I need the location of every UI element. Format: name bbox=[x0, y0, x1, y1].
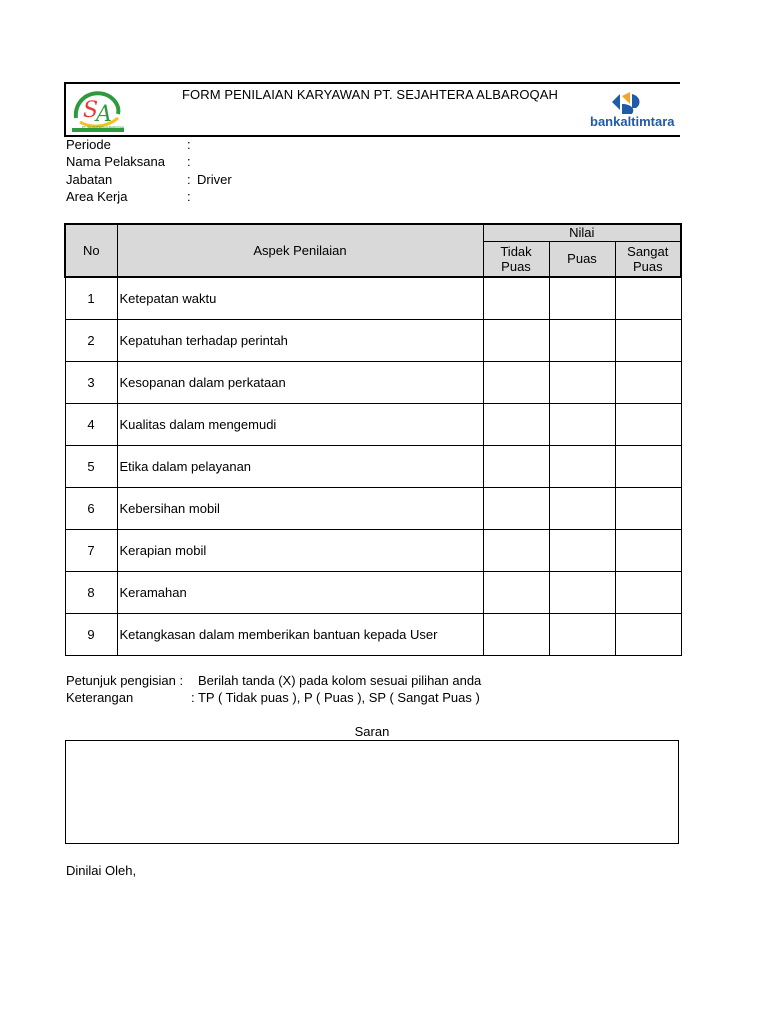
keterangan-text: : TP ( Tidak puas ), P ( Puas ), SP ( Sangat Puas ) bbox=[191, 690, 480, 705]
row-no: 2 bbox=[65, 319, 117, 361]
petunjuk-text: Berilah tanda (X) pada kolom sesuai pilihan anda bbox=[198, 673, 482, 688]
row-no: 1 bbox=[65, 277, 117, 319]
row-aspek: Kerapian mobil bbox=[117, 529, 483, 571]
table-row bbox=[65, 571, 681, 613]
header-nilai: Nilai bbox=[483, 224, 681, 241]
header-sangat-puas-line1: Sangat bbox=[627, 243, 669, 259]
cell-puas[interactable] bbox=[549, 487, 615, 529]
cell-sangat-puas[interactable] bbox=[615, 487, 681, 529]
cell-tidak-puas[interactable] bbox=[483, 445, 549, 487]
table-row bbox=[65, 613, 681, 655]
table-row bbox=[65, 487, 681, 529]
header-tidak-puas-line1: Tidak bbox=[500, 243, 532, 259]
cell-sangat-puas[interactable] bbox=[615, 529, 681, 571]
table-row bbox=[65, 319, 681, 361]
cell-puas[interactable] bbox=[549, 571, 615, 613]
logo-caption: PT. SEJAHTERA ALBAROQAH bbox=[82, 125, 125, 129]
cell-sangat-puas[interactable] bbox=[615, 403, 681, 445]
assessment-table bbox=[64, 223, 682, 656]
header-no: No bbox=[65, 224, 117, 277]
cell-tidak-puas[interactable] bbox=[483, 319, 549, 361]
header-tidak-puas-line2: Puas bbox=[501, 258, 531, 274]
bank-name-text: bankaltimtara bbox=[590, 114, 675, 129]
saran-box[interactable] bbox=[65, 740, 679, 844]
row-no: 6 bbox=[65, 487, 117, 529]
row-aspek: Ketepatan waktu bbox=[117, 277, 483, 319]
cell-puas[interactable] bbox=[549, 403, 615, 445]
table-row bbox=[65, 361, 681, 403]
row-aspek: Keramahan bbox=[117, 571, 483, 613]
header-tidak-puas bbox=[483, 241, 549, 277]
table-row bbox=[65, 445, 681, 487]
form-title: FORM PENILAIAN KARYAWAN PT. SEJAHTERA ALBAROQAH bbox=[181, 87, 558, 102]
bank-mark-icon bbox=[610, 90, 644, 114]
info-label-jabatan: Jabatan bbox=[66, 172, 113, 187]
header-aspek-penilaian: Aspek Penilaian bbox=[117, 224, 483, 277]
keterangan-label: Keterangan bbox=[66, 690, 134, 705]
header-sangat-puas-line2: Puas bbox=[632, 258, 663, 274]
cell-sangat-puas[interactable] bbox=[615, 571, 681, 613]
cell-tidak-puas[interactable] bbox=[483, 529, 549, 571]
row-no: 4 bbox=[65, 403, 117, 445]
info-colon: : bbox=[187, 154, 191, 169]
cell-sangat-puas[interactable] bbox=[615, 277, 681, 319]
cell-sangat-puas[interactable] bbox=[615, 445, 681, 487]
row-aspek: Kebersihan mobil bbox=[117, 487, 483, 529]
svg-text:S: S bbox=[83, 98, 99, 123]
svg-text:A: A bbox=[96, 102, 112, 127]
saran-label: Saran bbox=[354, 724, 390, 739]
row-aspek: Kesopanan dalam perkataan bbox=[117, 361, 483, 403]
bankaltimtara-logo bbox=[590, 90, 680, 130]
header-sangat-puas bbox=[615, 241, 681, 277]
cell-puas[interactable] bbox=[549, 529, 615, 571]
row-no: 5 bbox=[65, 445, 117, 487]
row-aspek: Kepatuhan terhadap perintah bbox=[117, 319, 483, 361]
header-puas: Puas bbox=[549, 241, 615, 277]
cell-puas[interactable] bbox=[549, 613, 615, 655]
info-colon: : bbox=[187, 172, 191, 187]
cell-tidak-puas[interactable] bbox=[483, 571, 549, 613]
info-label-nama-pelaksana: Nama Pelaksana bbox=[66, 154, 165, 169]
cell-sangat-puas[interactable] bbox=[615, 613, 681, 655]
row-no: 8 bbox=[65, 571, 117, 613]
info-label-area-kerja: Area Kerja bbox=[66, 189, 128, 204]
dinilai-oleh-label: Dinilai Oleh, bbox=[66, 863, 137, 878]
table-row bbox=[65, 403, 681, 445]
petunjuk-label: Petunjuk pengisian : bbox=[66, 673, 184, 688]
sejahtera-albaroqah-logo bbox=[70, 88, 126, 134]
row-no: 9 bbox=[65, 613, 117, 655]
cell-tidak-puas[interactable] bbox=[483, 403, 549, 445]
table-row bbox=[65, 277, 681, 319]
cell-sangat-puas[interactable] bbox=[615, 319, 681, 361]
cell-sangat-puas[interactable] bbox=[615, 361, 681, 403]
cell-puas[interactable] bbox=[549, 445, 615, 487]
table-row bbox=[65, 529, 681, 571]
cell-puas[interactable] bbox=[549, 361, 615, 403]
cell-tidak-puas[interactable] bbox=[483, 613, 549, 655]
info-colon: : bbox=[187, 189, 191, 204]
cell-puas[interactable] bbox=[549, 277, 615, 319]
row-aspek: Etika dalam pelayanan bbox=[117, 445, 483, 487]
form-header bbox=[64, 82, 680, 137]
cell-puas[interactable] bbox=[549, 319, 615, 361]
cell-tidak-puas[interactable] bbox=[483, 361, 549, 403]
cell-tidak-puas[interactable] bbox=[483, 277, 549, 319]
row-no: 3 bbox=[65, 361, 117, 403]
info-label-periode: Periode bbox=[66, 137, 111, 152]
row-no: 7 bbox=[65, 529, 117, 571]
row-aspek: Kualitas dalam mengemudi bbox=[117, 403, 483, 445]
row-aspek: Ketangkasan dalam memberikan bantuan kepada User bbox=[117, 613, 483, 655]
info-value-jabatan: Driver bbox=[197, 172, 232, 187]
info-colon: : bbox=[187, 137, 191, 152]
cell-tidak-puas[interactable] bbox=[483, 487, 549, 529]
